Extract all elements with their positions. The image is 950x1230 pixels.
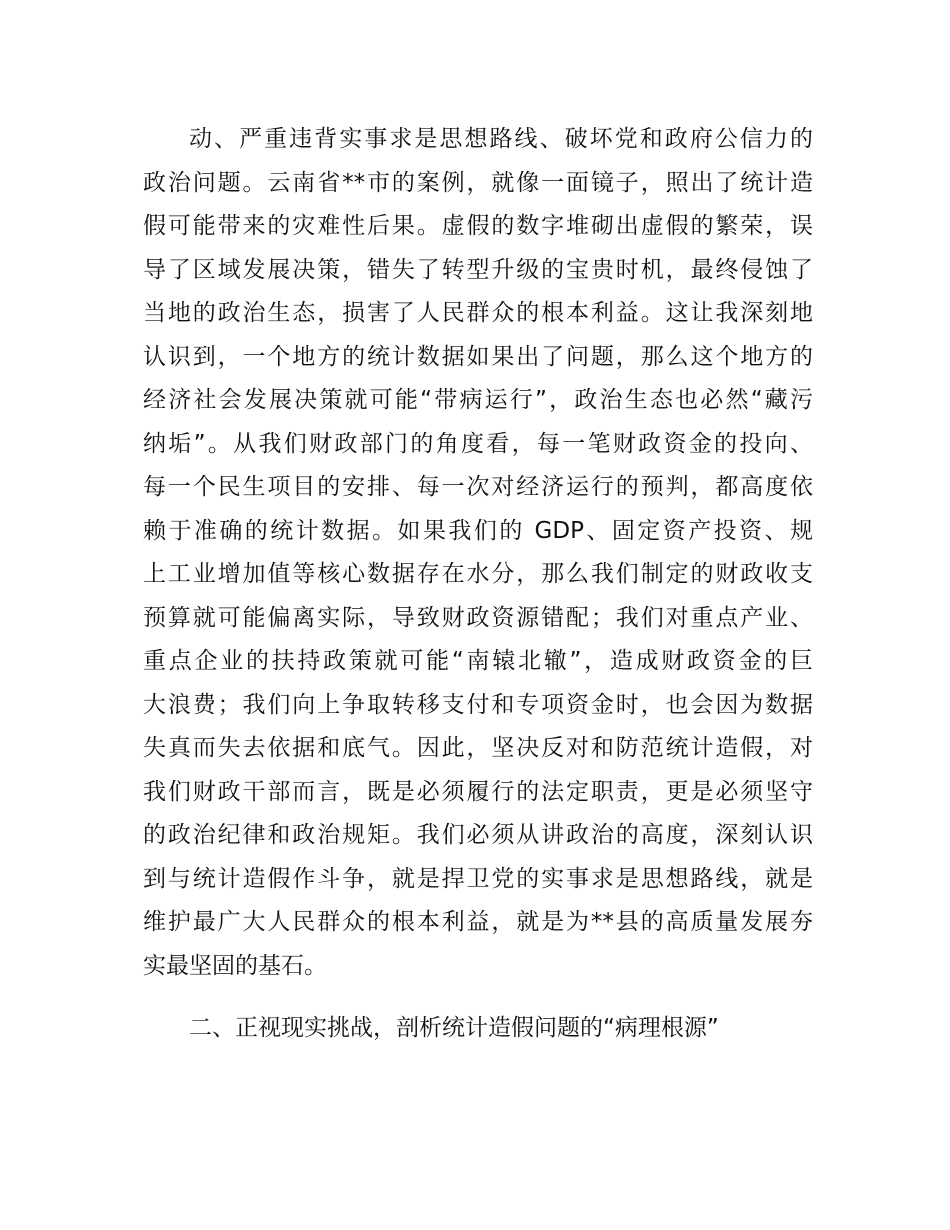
body-text <box>143 118 813 1051</box>
paragraph-line: 大浪费；我们向上争取转移支付和专项资金时，也会因为数据 <box>143 691 813 718</box>
paragraph-line: 经济社会发展决策就可能“带病运行”，政治生态也必然“藏污 <box>143 387 813 413</box>
paragraph-line: 动、严重违背实事求是思想路线、破坏党和政府公信力的 <box>189 126 813 152</box>
paragraph-line: 我们财政干部而言，既是必须履行的法定职责，更是必须坚守 <box>143 778 813 805</box>
paragraph-line: 当地的政治生态，损害了人民群众的根本利益。这让我深刻地 <box>143 300 813 326</box>
paragraph-line: 认识到，一个地方的统计数据如果出了问题，那么这个地方的 <box>143 343 813 370</box>
paragraph-line: 预算就可能偏离实际，导致财政资源错配；我们对重点产业、 <box>143 604 813 631</box>
paragraph-line: 导了区域发展决策，错失了转型升级的宝贵时机，最终侵蚀了 <box>143 256 813 283</box>
paragraph-line: 的政治纪律和政治规矩。我们必须从讲政治的高度，深刻认识 <box>143 822 813 848</box>
paragraph-line: 重点企业的扶持政策就可能“南辕北辙”，造成财政资金的巨 <box>143 648 813 674</box>
paragraph-line: 维护最广大人民群众的根本利益，就是为**县的高质量发展夯 <box>143 909 813 935</box>
section-heading: 二、正视现实挑战，剖析统计造假问题的“病理根源” <box>189 1015 719 1041</box>
paragraph-line: 纳垢”。从我们财政部门的角度看，每一笔财政资金的投向、 <box>143 430 813 457</box>
paragraph-line: 失真而失去依据和底气。因此，坚决反对和防范统计造假，对 <box>143 735 813 761</box>
paragraph-line: 实最坚固的基石。 <box>143 952 327 979</box>
paragraph-line: 政治问题。云南省**市的案例，就像一面镜子，照出了统计造 <box>143 169 813 196</box>
paragraph-line: 上工业增加值等核心数据存在水分，那么我们制定的财政收支 <box>143 561 813 587</box>
paragraph-line: 赖于准确的统计数据。如果我们的 GDP、固定资产投资、规 <box>143 517 813 544</box>
paragraph-line: 每一个民生项目的安排、每一次对经济运行的预判，都高度依 <box>143 474 813 500</box>
paragraph-line: 假可能带来的灾难性后果。虚假的数字堆砌出虚假的繁荣，误 <box>143 213 813 239</box>
paragraph-line: 到与统计造假作斗争，就是捍卫党的实事求是思想路线，就是 <box>143 865 813 892</box>
